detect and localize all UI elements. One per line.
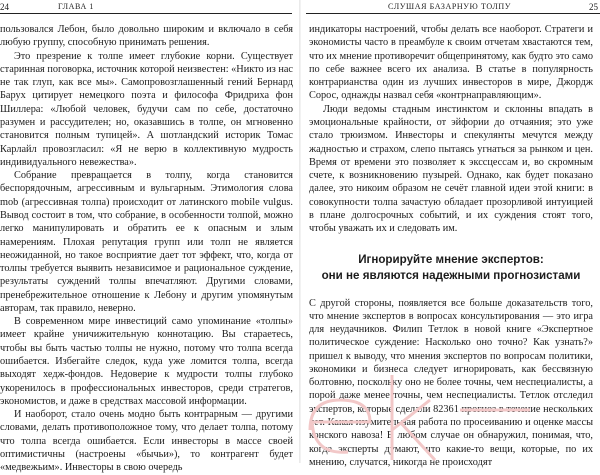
left-body-text — [0, 23, 293, 475]
right-header-rule — [306, 13, 600, 14]
right-running-head — [306, 1, 600, 13]
section-heading-line: Игнорируйте мнение экспертов: — [358, 252, 544, 266]
right-page-number: 25 — [589, 2, 598, 12]
paragraph: Собрание превращается в толпу, когда становится беспорядочным, агрессивным и вульгарным. Этимология слова mob (агрессивная толпа) происходит от латинского mobile vulgus. Вывод состоит в том, что собрание, в особенности толпой, можно легко манипулировать и обратить ее к опасным и злым намерениям. Плохая репутация групп или толп не является неожиданной, но такое восприятие дает тот эффект, что, когда от толпы требуется выявить независимое и рациональное суждение, результаты суждений толпы впечатляют. Другими словами, пренебрежительное отношение к Лебону и другим упомянутым авторам, так правило, неверно. — [0, 170, 293, 314]
paragraph: И наоборот, стало очень модно быть контрарным — другими словами, делать противоположное тому, что делает толпа, потому что толпа всегда ошибается. Если инвесторы в массе своей оптимистичны (настроены «бычьи»), то контрагент будет «медвежьим». Инвесторы в свою очередь — [0, 409, 293, 474]
paragraph: Это презрение к толпе имеет глубокие корни. Существует старинная поговорка, источник которой неизвестен: «Никто из нас не так глуп, как все мы». Самопровозглашенный гений Бернард Барух цитирует немецкого поэта и философа Фридриха фон Шиллера: «Любой человек, будучи сам по себе, достаточно разумен и рассудителен; но, оказавшись в толпе, он мгновенно становится полным тупицей». А шотландский историк Томас Карлайл провозгласил: «Я не верю в коллективную мудрость индивидуального невежества». — [0, 50, 293, 168]
left-chapter-title: ГЛАВА 1 — [58, 2, 95, 11]
left-running-head — [0, 1, 292, 13]
paragraph: С другой стороны, появляется все больше доказательств того, что мнение экспертов в вопросах консультирования — это игра для неудачников. Филип Тетлок в новой книге «Экспертное политическое суждение: Насколько оно точно? Как узнать?» пришел к выводу, что мнения экспертов по вопросам политики, экономики и бизнеса следует игнорировать, как бессвязную болтовню, поскольку оно не более точны, чем неспециалисты, а порой даже менее точны, чем неспециалисты. Тетлок отследил экспертов, которые сделали 82361 прогноз в течение нескольких лет. Какая изумительная работа по просеиванию и оценке массы конского навоза! В любом случае он обнаружил, понимая, что, когда эксперты думают, что какие-то вещи, которые, по их мнению, случатся, никогда не происходят — [309, 297, 593, 468]
paragraph: индикаторы настроений, чтобы делать все наоборот. Стратеги и экономисты часто в преамбуле к своим отчетам хвастаются тем, что их мнение противоречит общепринятому, как будто это само по себе важнее всего их анализа. В статье в популярность контрарианства один из лучших инвесторов в мире, Джордж Сорос, однажды назвал себя «контрнаправляющим». — [309, 24, 593, 102]
paragraph: В современном мире инвестиций само упоминание «толпы» имеет крайне уничижительную коннотацию. Вы стараетесь, чтобы вы быть частью толпы не нужно, потому что толпа всегда ошибается. Избегайте следок, куда уже ломится толпа, всегда выходят хедж-фондов. Недоверие к мудрости толпы глубоко укоренилось в профессиональных инвесторов, среди стратегов, экономистов, и даже в средствах массовой информации. — [0, 316, 293, 407]
paragraph: пользовался Лебон, было довольно широким и включало в себя любую группу, способную принимать решения. — [0, 24, 293, 49]
left-header-rule — [0, 13, 292, 14]
right-chapter-title: СЛУШАЯ БАЗАРНУЮ ТОЛПУ — [388, 2, 512, 11]
left-page-number: 24 — [0, 2, 9, 12]
left-page — [0, 0, 300, 474]
paragraph: Люди ведомы стадным инстинктом и склонны впадать в эмоциональные крайности, от эйфории до отчаяния; это уже стало трюизмом. Инвесторы и спекулянты мечутся между жадностью и страхом, слепо пытаясь угнаться за рынком и цен. Время от времени это позволяет к экссцессам и, во скромным счете, к возникновению пузырей. Однако, как будет показано далее, это никоим образом не сечёт главной идеи этой книги: в совокупности толпа зачастую обладает прозорливой интуицией в плане долгосрочных событий, и их суждения стоят того, чтобы уважать их и следовать им. — [309, 103, 593, 235]
section-heading-line: они не являются надежными прогнозистами — [321, 268, 581, 282]
right-body-text — [309, 23, 593, 469]
right-page — [300, 0, 600, 468]
section-heading — [309, 252, 593, 284]
